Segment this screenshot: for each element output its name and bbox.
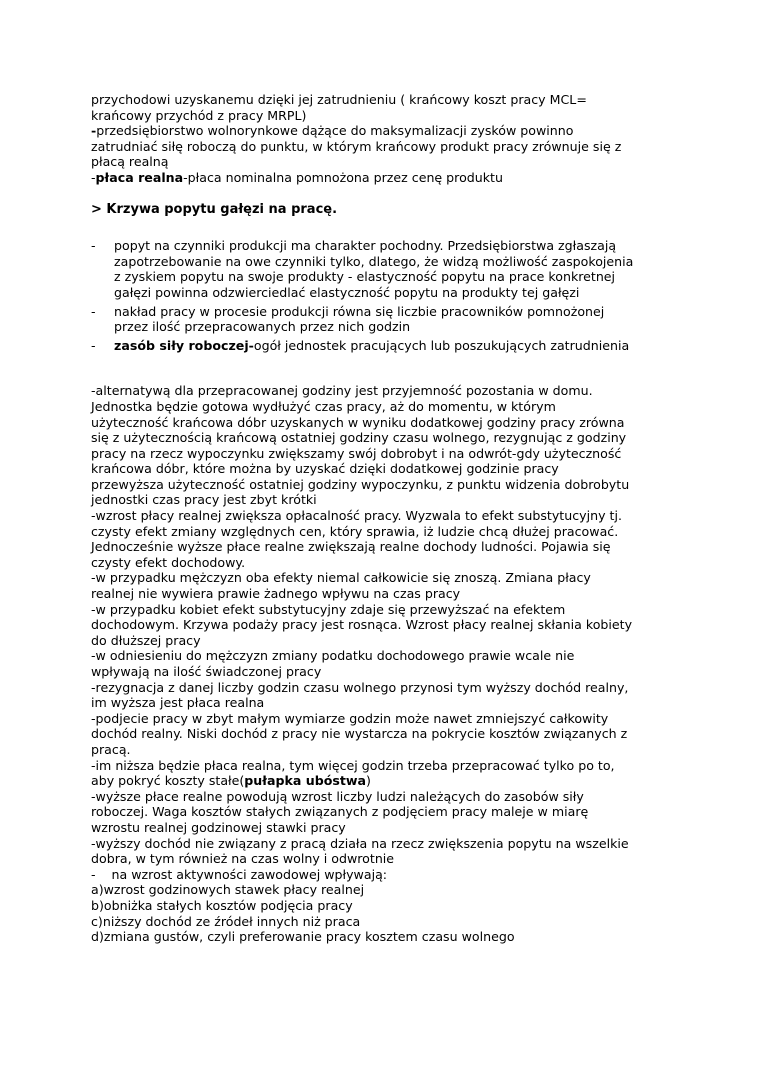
text-line: -podjecie pracy w zbyt małym wymiarze godzin może nawet zmniejszyć całkowity: [91, 710, 609, 726]
text-line: nakład pracy w procesie produkcji równa się liczbie pracowników pomnożonej: [114, 303, 605, 319]
text-line: -w odniesieniu do mężczyzn zmiany podatku dochodowego prawie wcale nie: [91, 648, 575, 664]
bullet-dash: -: [91, 337, 96, 353]
text-line: wpływają na ilość świadczonej pracy: [91, 664, 322, 679]
document-content: [91, 92, 691, 945]
text-span: aby pokryć koszty stałe(: [91, 773, 245, 789]
bullet-item: [91, 338, 691, 354]
text-line: przez ilość przepracowanych przez nich godzin: [114, 319, 411, 335]
text-span: ogół jednostek pracujących lub poszukujących zatrudnienia: [253, 337, 630, 353]
text-line: dobra, w tym również na czas wolny i odwrotnie: [91, 851, 395, 867]
text-line: a)wzrost godzinowych stawek płacy realnej: [91, 882, 365, 898]
text-span: przedsiębiorstwo wolnorynkowe dążące do maksymalizacji zysków powinno: [96, 123, 574, 139]
text-line: -wyższe płace realne powodują wzrost liczby ludzi należących do zasobów siły: [91, 788, 584, 804]
text-line: wzrostu realnej godzinowej stawki pracy: [91, 819, 346, 835]
text-line: z zyskiem popytu na swoje produkty - elastyczność popytu na prace konkretnej: [114, 269, 616, 285]
text-line: krańcowy przychód z pracy MRPL): [91, 107, 307, 123]
text-line: zapotrzebowanie na owe czynniki tylko, dlatego, że widzą możliwość zaspokojenia: [114, 253, 634, 269]
text-line: Jednocześnie wyższe płace realne zwiększają realne dochody ludności. Pojawia się: [91, 539, 611, 555]
bold-dash: -: [91, 123, 97, 139]
text-line: zatrudniać siłę roboczą do punktu, w którym krańcowy produkt pracy zrównuje się z: [91, 138, 622, 154]
text-line: -rezygnacja z danej liczby godzin czasu wolnego przynosi tym wyższy dochód realny,: [91, 679, 629, 695]
text-line: przewyższa użyteczność ostatniej godziny wypoczynku, z punktu widzenia dobrobytu: [91, 476, 630, 492]
intro-paragraph: [91, 92, 691, 186]
text-line: d)zmiana gustów, czyli preferowanie pracy kosztem czasu wolnego: [91, 929, 515, 945]
text-line: [91, 170, 691, 186]
bullet-item: [91, 304, 691, 335]
text-line: do dłuższej pracy: [91, 632, 201, 648]
text-line: popyt na czynniki produkcji ma charakter pochodny. Przedsiębiorstwa zgłaszają: [114, 238, 617, 254]
text-line: -wzrost płacy realnej zwiększa opłacalność pracy. Wyzwala to efekt substytucyjny tj.: [91, 508, 622, 524]
text-line: Jednostka będzie gotowa wydłużyć czas pracy, aż do momentu, w którym: [91, 398, 556, 414]
text-line: roboczej. Waga kosztów stałych związanych z podjęciem pracy maleje w miarę: [91, 804, 589, 820]
text-line: czysty efekt zmiany względnych cen, który sprawia, iż ludzie chcą dłużej pracować.: [91, 523, 619, 539]
text-line: jednostki czas pracy jest zbyt krótki: [91, 492, 317, 508]
text-line: -wyższy dochód nie związany z pracą działa na rzecz zwiększenia popytu na wszelkie: [91, 835, 629, 851]
text-line: pracą.: [91, 741, 131, 757]
text-span: -płaca nominalna pomnożona przez cenę produktu: [183, 169, 503, 185]
text-line: płacą realną: [91, 154, 169, 170]
text-line: czysty efekt dochodowy.: [91, 554, 246, 570]
text-line: krańcowa dóbr, które można by uzyskać dzięki dodatkowej godzinie pracy: [91, 461, 559, 477]
text-line: -im niższa będzie płaca realna, tym więcej godzin trzeba przepracować tylko po to,: [91, 757, 615, 773]
bullet-dash: -: [91, 303, 96, 319]
text-span: -: [91, 169, 96, 185]
text-span: ): [366, 773, 371, 789]
text-line: [114, 338, 691, 354]
text-line: -w przypadku mężczyzn oba efekty niemal całkowicie się znoszą. Zmiana płacy: [91, 570, 591, 586]
text-line: użyteczność krańcowa dóbr uzyskanych w wyniku dodatkowej godziny pracy zrówna: [91, 414, 625, 430]
section-heading: > Krzywa popytu gałęzi na pracę.: [91, 201, 338, 217]
text-line: [91, 773, 691, 789]
bold-term: pułapka ubóstwa: [244, 773, 367, 789]
text-line: realnej nie wywiera prawie żadnego wpływu na czas pracy: [91, 586, 461, 602]
text-line: gałęzi powinna odzwierciedlać elastyczność popytu na produkty tej gałęzi: [114, 284, 580, 300]
bullet-list: [91, 238, 691, 353]
text-line: im wyższa jest płaca realna: [91, 695, 265, 711]
text-line: przychodowi uzyskanemu dzięki jej zatrudnieniu ( krańcowy koszt pracy MCL=: [91, 92, 587, 107]
text-line: b)obniżka stałych kosztów podjęcia pracy: [91, 897, 353, 913]
text-line: pracy na rzecz wypoczynku zwiększamy swój dobrobyt i na odwrót-gdy użyteczność: [91, 445, 622, 461]
text-line: -alternatywą dla przepracowanej godziny jest przyjemność pozostania w domu.: [91, 383, 593, 399]
text-line: - na wzrost aktywności zawodowej wpływają:: [91, 866, 388, 882]
bold-term: płaca realna: [95, 169, 184, 185]
text-line: c)niższy dochód ze źródeł innych niż praca: [91, 913, 361, 929]
bold-term: zasób siły roboczej-: [114, 337, 254, 353]
text-line: -w przypadku kobiet efekt substytucyjny zdaje się przewyższać na efektem: [91, 601, 566, 617]
text-line: dochodowym. Krzywa podaży pracy jest rosnąca. Wzrost płacy realnej skłania kobiety: [91, 617, 633, 633]
body-text: [91, 383, 691, 944]
text-line: się z użytecznością krańcową ostatniej godziny czasu wolnego, rezygnując z godziny: [91, 430, 627, 446]
bullet-dash: -: [91, 238, 96, 254]
text-line: [91, 123, 691, 139]
bullet-item: [91, 238, 691, 300]
text-line: dochód realny. Niski dochód z pracy nie wystarcza na pokrycie kosztów związanych z: [91, 726, 628, 742]
